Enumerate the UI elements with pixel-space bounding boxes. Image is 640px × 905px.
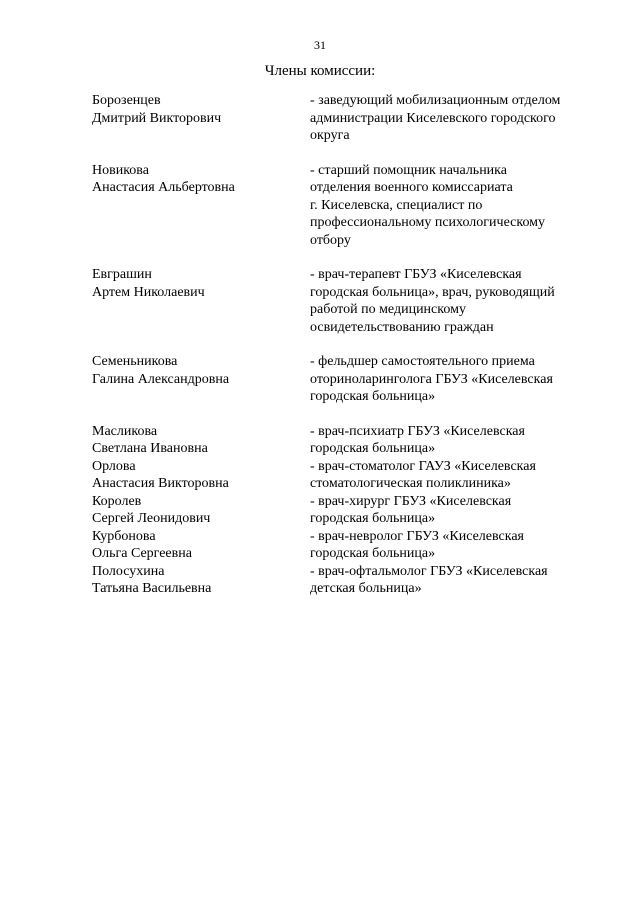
member-name — [92, 423, 292, 458]
member-row — [0, 528, 640, 563]
member-surname: Семеньникова — [92, 354, 178, 369]
member-surname: Евграшин — [92, 267, 152, 282]
member-role — [310, 266, 595, 336]
member-surname: Новикова — [92, 162, 149, 178]
role-line: городская больница» — [310, 511, 436, 526]
member-role — [310, 92, 595, 145]
role-line: - врач-терапевт ГБУЗ «Киселевская — [310, 267, 522, 282]
member-row — [0, 458, 640, 493]
member-role — [310, 423, 595, 458]
member-role — [310, 353, 595, 406]
role-line: - врач-офтальмолог ГБУЗ «Киселевская — [310, 563, 548, 579]
member-name — [92, 563, 292, 598]
role-line: администрации Киселевского городского — [310, 110, 556, 126]
member-surname: Орлова — [92, 458, 136, 474]
member-surname: Курбонова — [92, 528, 156, 544]
role-line: оториноларинголога ГБУЗ «Киселевская — [310, 371, 553, 387]
member-name — [92, 92, 292, 127]
member-given-names: Дмитрий Викторович — [92, 110, 222, 126]
role-line: округа — [310, 128, 350, 143]
member-surname: Масликова — [92, 423, 158, 439]
member-row — [0, 493, 640, 528]
role-line: работой по медицинскому — [310, 302, 466, 317]
role-line: освидетельствованию граждан — [310, 319, 494, 335]
member-row — [0, 353, 640, 406]
role-line: г. Киселевска, специалист по — [310, 197, 483, 213]
member-row — [0, 563, 640, 598]
role-line: детская больница» — [310, 581, 422, 596]
member-given-names: Светлана Ивановна — [92, 441, 208, 456]
member-given-names: Татьяна Васильевна — [92, 581, 212, 596]
member-given-names: Анастасия Викторовна — [92, 476, 229, 491]
role-line: - заведующий мобилизационным отделом — [310, 93, 561, 108]
member-name — [92, 528, 292, 563]
role-line: городская больница», врач, руководящий — [310, 284, 555, 300]
role-line: стоматологическая поликлиника» — [310, 476, 511, 491]
page-number: 31 — [314, 38, 326, 52]
member-surname: Королев — [92, 493, 142, 509]
member-surname: Борозенцев — [92, 93, 161, 108]
member-name — [92, 353, 292, 388]
member-name — [92, 458, 292, 493]
role-line: - врач-стоматолог ГАУЗ «Киселевская — [310, 458, 536, 474]
role-line: городская больница» — [310, 441, 436, 456]
role-line: - старший помощник начальника — [310, 162, 507, 178]
role-line: городская больница» — [310, 389, 436, 404]
role-line: - врач-невролог ГБУЗ «Киселевская — [310, 528, 524, 544]
member-role — [310, 458, 595, 493]
member-given-names: Галина Александровна — [92, 371, 230, 387]
role-line: - фельдшер самостоятельного приема — [310, 354, 535, 369]
role-line: - врач-хирург ГБУЗ «Киселевская — [310, 493, 512, 509]
role-line: - врач-психиатр ГБУЗ «Киселевская — [310, 423, 525, 439]
section-heading: Члены комиссии: — [264, 63, 376, 79]
role-line: отбору — [310, 232, 351, 248]
member-row — [0, 266, 640, 336]
member-name — [92, 493, 292, 528]
role-line: городская больница» — [310, 546, 436, 561]
member-row — [0, 162, 640, 250]
member-given-names: Анастасия Альбертовна — [92, 180, 235, 195]
member-given-names: Сергей Леонидович — [92, 511, 211, 526]
member-row — [0, 92, 640, 145]
member-role — [310, 493, 595, 528]
role-line: отделения военного комиссариата — [310, 180, 513, 195]
members-list — [0, 92, 640, 598]
member-role — [310, 528, 595, 563]
member-name — [92, 266, 292, 301]
member-role — [310, 162, 595, 250]
member-role — [310, 563, 595, 598]
role-line: профессиональному психологическому — [310, 215, 546, 230]
member-surname: Полосухина — [92, 563, 165, 579]
member-given-names: Артем Николаевич — [92, 284, 205, 300]
member-name — [92, 162, 292, 197]
member-row — [0, 423, 640, 458]
member-given-names: Ольга Сергеевна — [92, 546, 192, 561]
